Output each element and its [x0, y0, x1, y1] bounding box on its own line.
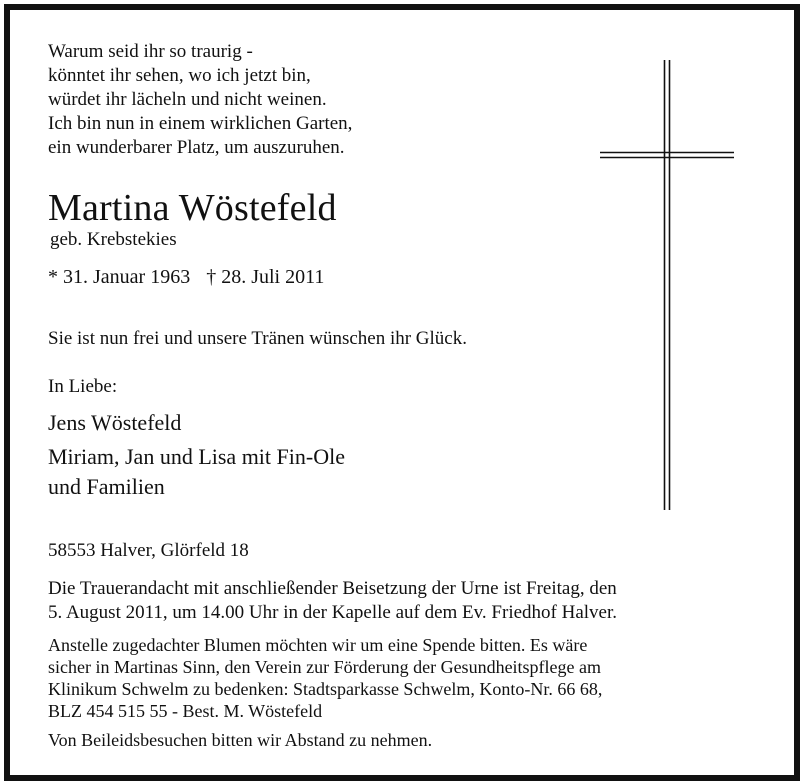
- mourners-list: [48, 408, 345, 502]
- farewell-quote: Sie ist nun frei und unsere Tränen wünschen ihr Glück.: [48, 328, 467, 349]
- donation-line: Anstelle zugedachter Blumen möchten wir um eine Spende bitten. Es wäre: [48, 635, 588, 655]
- donation-line: sicher in Martinas Sinn, den Verein zur Förderung der Gesundheitspflege am: [48, 657, 602, 677]
- poem-line: könntet ihr sehen, wo ich jetzt bin,: [48, 65, 311, 86]
- death-date: † 28. Juli 2011: [206, 266, 325, 288]
- obituary-content: [10, 10, 794, 775]
- poem-line: Warum seid ihr so traurig -: [48, 41, 253, 62]
- poem-line: Ich bin nun in einem wirklichen Garten,: [48, 113, 353, 134]
- deceased-name: Martina Wöstefeld: [48, 187, 337, 229]
- condolence-note: Von Beileidsbesuchen bitten wir Abstand zu nehmen.: [48, 730, 433, 750]
- donation-line: Klinikum Schwelm zu bedenken: Stadtsparkasse Schwelm, Konto-Nr. 66 68,: [48, 679, 603, 699]
- mourner-line: Jens Wöstefeld: [48, 410, 182, 435]
- poem-line: würdet ihr lächeln und nicht weinen.: [48, 89, 327, 110]
- service-info: [48, 577, 617, 625]
- service-line: Die Trauerandacht mit anschließender Beisetzung der Urne ist Freitag, den: [48, 578, 617, 599]
- birth-name: geb. Krebstekies: [50, 229, 177, 250]
- address: 58553 Halver, Glörfeld 18: [48, 540, 249, 561]
- obituary-frame: [4, 4, 800, 781]
- birth-date: * 31. Januar 1963: [48, 266, 191, 288]
- donation-line: BLZ 454 515 55 - Best. M. Wöstefeld: [48, 701, 323, 721]
- poem-line: ein wunderbarer Platz, um auszuruhen.: [48, 137, 345, 158]
- service-line: 5. August 2011, um 14.00 Uhr in der Kapelle auf dem Ev. Friedhof Halver.: [48, 602, 618, 623]
- donation-info: [48, 634, 602, 722]
- mourner-line: Miriam, Jan und Lisa mit Fin-Ole: [48, 444, 345, 469]
- love-label: In Liebe:: [48, 376, 118, 397]
- mourner-line: und Familien: [48, 474, 165, 499]
- life-dates: [48, 264, 324, 290]
